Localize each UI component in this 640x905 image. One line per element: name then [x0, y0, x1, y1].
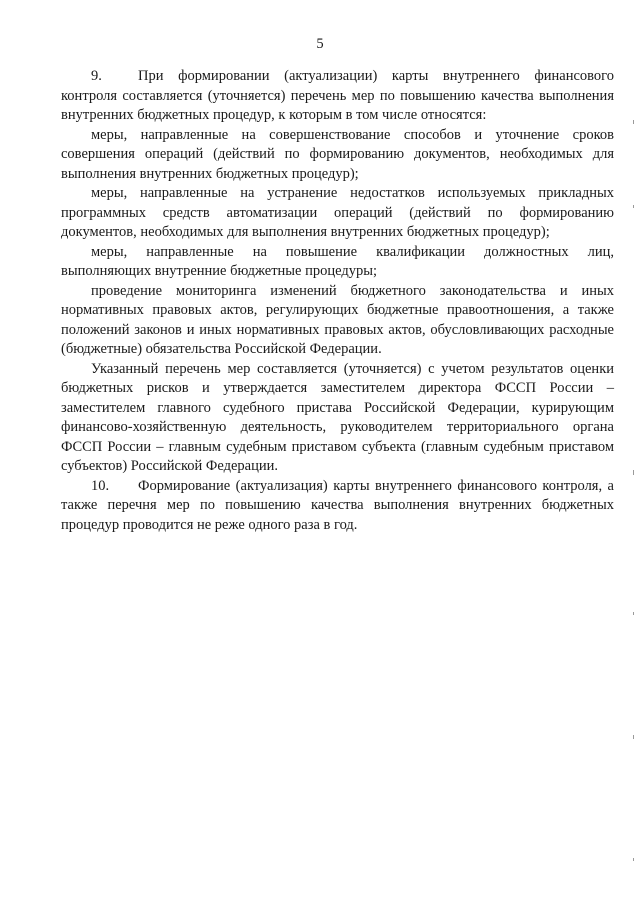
scan-speck [633, 612, 634, 615]
document-body [61, 67, 614, 535]
measure-3: меры, направленные на повышение квалификации должностных лиц, выполняющих внутренние бюджетные процедуры; [61, 243, 614, 279]
scan-speck [633, 205, 634, 208]
item-9-approval: Указанный перечень мер составляется (уточняется) с учетом результатов оценки бюджетных рисков и утверждается заместителем директора ФССП России – заместителем главного судебного пристава Российской Федерации, курирующим финансово-хозяйственную деятельность, руководителем территориального органа ФССП России – главным судебным приставом субъекта (главным судебным приставом субъектов) Российской Федерации. [61, 360, 614, 474]
item-9-number: 9. [91, 68, 102, 84]
scan-speck [633, 735, 634, 739]
measure-2: меры, направленные на устранение недостатков используемых прикладных программных средств автоматизации операций (действий по формированию документов, необходимых для выполнения внутренних бюджетных процедур); [61, 185, 614, 240]
item-9-intro [61, 67, 614, 126]
item-9-intro-text: При формировании (актуализации) карты внутреннего финансового контроля составляется (уточняется) перечень мер по повышению качества выполнения внутренних бюджетных процедур, к которым в том числе относятся: [61, 68, 614, 123]
item-10-number: 10. [91, 477, 110, 494]
item-10 [61, 477, 614, 536]
scan-speck [633, 858, 634, 861]
measure-4: проведение мониторинга изменений бюджетного законодательства и иных нормативных правовых актов, регулирующих бюджетные правоотношения, а также положений законов и иных нормативных правовых актов, обусловливающих расходные (бюджетные) обязательства Российской Федерации. [61, 282, 614, 357]
page-number: 5 [316, 36, 324, 52]
item-10-text: Формирование (актуализация) карты внутреннего финансового контроля, а также перечня мер по повышению качества выполнения внутренних бюджетных процедур проводится не реже одного раза в год. [61, 477, 614, 533]
scan-speck [633, 120, 634, 124]
scan-speck [633, 470, 634, 475]
measure-1: меры, направленные на совершенствование способов и уточнение сроков совершения операций (действий по формированию документов, необходимых для выполнения внутренних бюджетных процедур); [61, 126, 614, 182]
